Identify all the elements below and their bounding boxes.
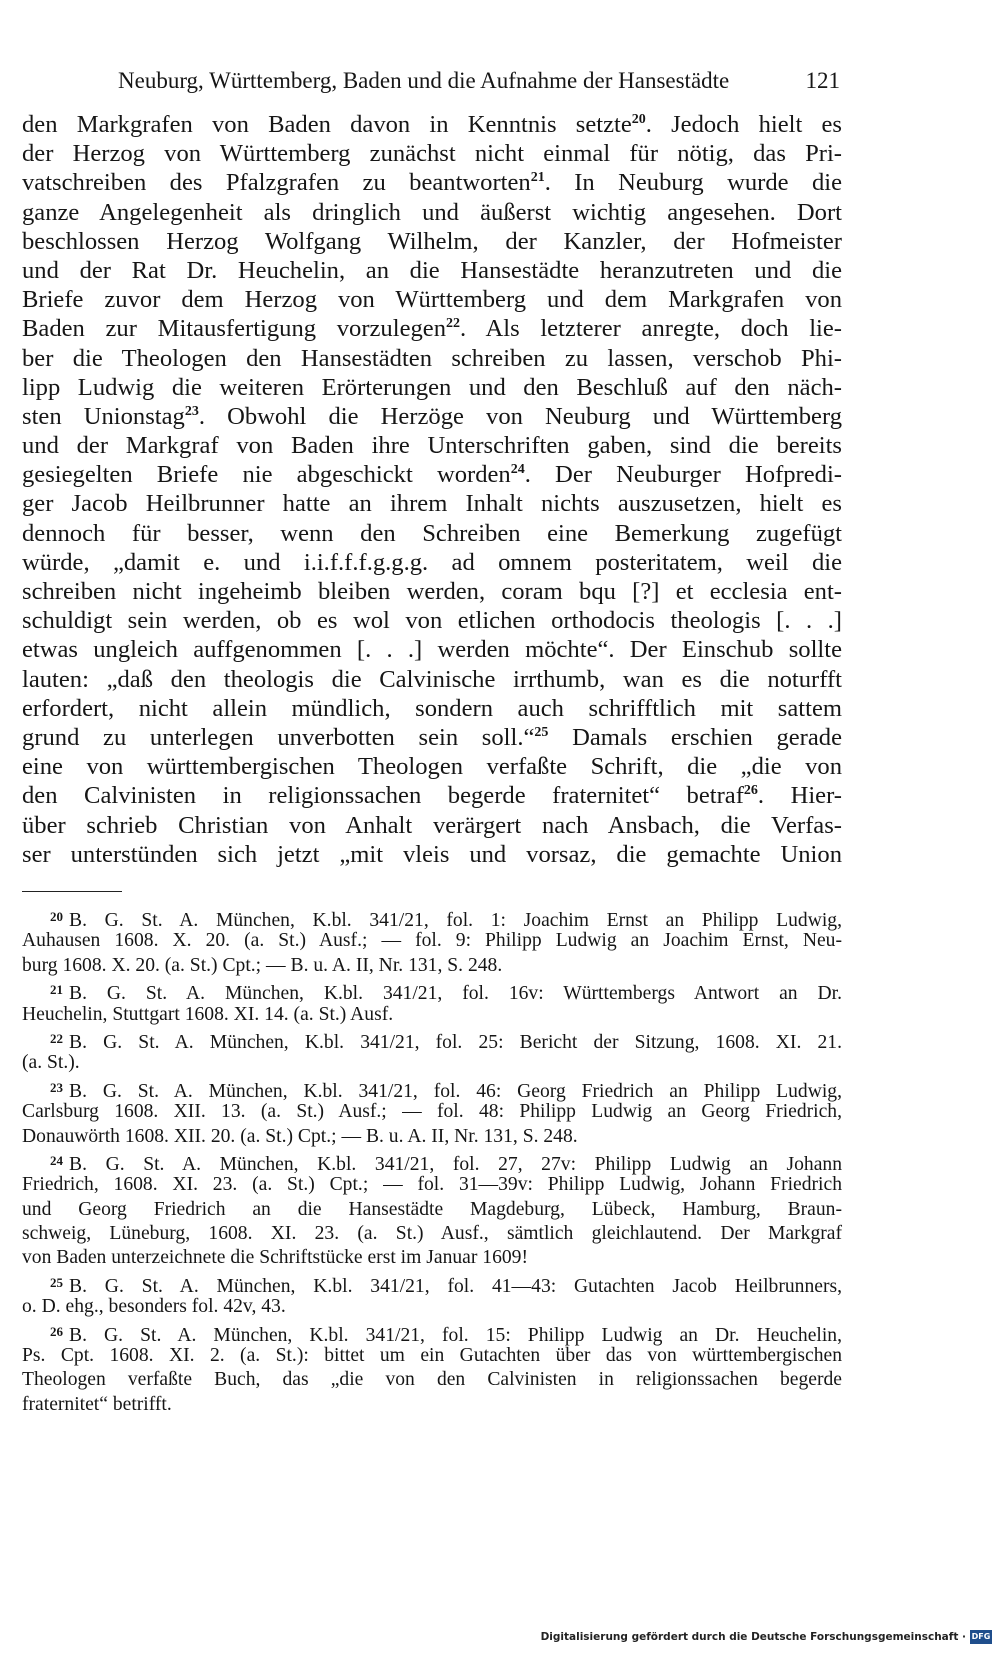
text-line [22, 431, 842, 460]
footnote-text: burg 1608. X. 20. (a. St.) Cpt.; — B. u. A. II, Nr. 131, S. 248. [22, 954, 503, 976]
text-segment: ganze Angelegenheit als dringlich und äußerst wichtig angesehen. Dort [22, 198, 842, 226]
footnote [22, 1027, 842, 1076]
text-line [22, 256, 842, 285]
footnote-text: B. G. St. A. München, K.bl. 341/21, fol. 27, 27v: Philipp Ludwig an Johann [69, 1153, 842, 1175]
text-segment: etwas ungleich auffgenommen [. . .] werden möchte“. Der Einschub sollte [22, 636, 842, 664]
text-line [22, 227, 842, 256]
text-segment: dennoch für besser, wenn den Schreiben eine Bemerkung zugefügt [22, 519, 842, 547]
text-segment: und der Markgraf von Baden ihre Unterschriften gaben, sind die bereits [22, 432, 842, 460]
footnote-line [22, 1125, 842, 1149]
text-segment: sten Unionstag [22, 402, 185, 430]
footnote-line [22, 1271, 842, 1295]
text-segment: . Hier- [757, 782, 842, 810]
footnote-number: 24 [50, 1152, 63, 1168]
text-line [22, 198, 842, 227]
text-line [22, 314, 842, 343]
text-line [22, 752, 842, 781]
text-segment: lauten: „daß den theologis die Calvinische irrthumb, wan es die noturfft [22, 665, 842, 693]
text-segment: . Als letzterer anregte, doch lie- [460, 315, 842, 343]
footnote-ref[interactable]: 22 [446, 316, 460, 332]
footnote-line [22, 1393, 842, 1417]
footnote-line [22, 1003, 842, 1027]
footnote-line [22, 1051, 842, 1075]
text-segment: beschlossen Herzog Wolfgang Wilhelm, der Kanzler, der Hofmeister [22, 227, 842, 255]
footnote-line [22, 1027, 842, 1051]
footnote-text: Donauwörth 1608. XII. 20. (a. St.) Cpt.; — B. u. A. II, Nr. 131, S. 248. [22, 1125, 578, 1147]
text-segment: . Obwohl die Herzöge von Neuburg und Württemberg [198, 402, 842, 430]
footnote-ref[interactable]: 24 [510, 462, 525, 478]
text-segment: und der Rat Dr. Heuchelin, an die Hansestädte heranzutreten und die [22, 256, 842, 284]
footnote-text: Friedrich, 1608. XI. 23. (a. St.) Cpt.; — fol. 31—39v: Philipp Ludwig, Johann Friedrich [22, 1174, 842, 1196]
footnote-number: 20 [50, 909, 63, 924]
footnote-line [22, 1368, 842, 1392]
dfg-logo: DFG [970, 1630, 992, 1644]
main-text [22, 110, 842, 869]
footnote-text: B. G. St. A. München, K.bl. 341/21, fol. 15: Philipp Ludwig an Dr. Heuchelin, [69, 1324, 842, 1346]
footnote-line [22, 1344, 842, 1368]
text-segment: über schrieb Christian von Anhalt verärgert nach Ansbach, die Verfas- [22, 811, 842, 839]
text-line [22, 606, 842, 635]
text-segment: Baden zur Mitausfertigung vorzulegen [22, 315, 446, 343]
footnote-text: B. G. St. A. München, K.bl. 341/21, fol. 1: Joachim Ernst an Philipp Ludwig, [69, 910, 842, 931]
text-line [22, 285, 842, 314]
text-line [22, 781, 842, 810]
text-segment: den Calvinisten in religionssachen begerde fraternitet“ betraf [22, 782, 744, 810]
footnote-number: 26 [50, 1323, 63, 1339]
footnote-text: B. G. St. A. München, K.bl. 341/21, fol. 41—43: Gutachten Jacob Heilbrunners, [69, 1275, 842, 1297]
footnote-number: 22 [50, 1030, 63, 1046]
footnote-rule [22, 891, 122, 892]
footnote-line [22, 1320, 842, 1344]
credit-text: Digitalisierung gefördert durch die Deutsche Forschungsgemeinschaft · [540, 1631, 966, 1643]
footnote-text: Theologen verfaßte Buch, das „die von den Calvinisten in religionssachen begerde [22, 1369, 842, 1391]
text-segment: der Herzog von Württemberg zunächst nicht einmal für nötig, das Pri- [22, 140, 842, 168]
text-segment: schuldigt sein werden, ob es wol von etlichen orthodocis theologis [. . .] [22, 607, 842, 635]
text-segment: Damals erschien gerade [548, 723, 842, 751]
text-line [22, 110, 842, 139]
running-title: Neuburg, Württemberg, Baden und die Aufnahme der Hansestädte [118, 68, 730, 93]
text-segment: eine von württembergischen Theologen verfaßte Schrift, die „die von [22, 753, 842, 781]
text-line [22, 519, 842, 548]
footnote-line [22, 1295, 842, 1319]
text-segment: ser unterstünden sich jetzt „mit vleis und vorsaz, die gemachte Union [22, 840, 842, 868]
text-segment: gesiegelten Briefe nie abgeschickt worden [22, 461, 511, 489]
footnote-ref[interactable]: 26 [743, 783, 758, 799]
text-segment: Briefe zuvor dem Herzog von Württemberg und dem Markgrafen von [22, 286, 842, 314]
footnote [22, 905, 842, 978]
footnote-text: von Baden unterzeichnete die Schriftstücke erst im Januar 1609! [22, 1247, 529, 1269]
text-line [22, 373, 842, 402]
footnote-line [22, 1100, 842, 1124]
text-line [22, 548, 842, 577]
footnote-line [22, 978, 842, 1005]
page-number: 121 [805, 68, 840, 93]
text-segment: . Jedoch hielt es [645, 111, 842, 138]
text-segment: . In Neuburg wurde die [544, 169, 842, 197]
footnote-line [22, 954, 842, 978]
text-line [22, 577, 842, 606]
footnote-text: o. D. ehg., besonders fol. 42v, 43. [22, 1296, 286, 1318]
text-line [22, 168, 842, 197]
text-line [22, 635, 842, 664]
footnote-line [22, 905, 842, 929]
footnote-text: B. G. St. A. München, K.bl. 341/21, fol. 16v: Württembergs Antwort an Dr. [69, 983, 842, 1005]
footnote-ref[interactable]: 23 [184, 403, 199, 419]
footnote-ref[interactable]: 20 [631, 112, 646, 127]
footnotes [22, 905, 842, 1417]
text-line [22, 402, 842, 431]
footnote-number: 23 [50, 1079, 63, 1095]
footnote-text: fraternitet“ betrifft. [22, 1393, 172, 1415]
text-line [22, 811, 842, 840]
footnote [22, 1271, 842, 1320]
footnote [22, 1320, 842, 1418]
footnote-line [22, 1173, 842, 1197]
text-line [22, 344, 842, 373]
footnote-text: Heuchelin, Stuttgart 1608. XI. 14. (a. St.) Ausf. [22, 1003, 394, 1025]
footnote-line [22, 1076, 842, 1100]
text-segment: ger Jacob Heilbrunner hatte an ihrem Inhalt nichts auszusetzen, hielt es [22, 490, 842, 518]
footnote-line [22, 929, 842, 953]
text-segment: grund zu unterlegen unverbotten sein soll.“ [22, 723, 535, 751]
footnote [22, 1149, 842, 1271]
text-segment: lipp Ludwig die weiteren Erörterungen und den Beschluß auf den näch- [22, 373, 842, 401]
text-line [22, 665, 842, 694]
footnote-text: (a. St.). [22, 1052, 80, 1074]
footnote-number: 25 [50, 1274, 63, 1290]
footnote-line [22, 1149, 842, 1173]
footnote-text: Auhausen 1608. X. 20. (a. St.) Ausf.; — fol. 9: Philipp Ludwig an Joachim Ernst, Neu- [22, 930, 842, 952]
footnote-text: Ps. Cpt. 1608. XI. 2. (a. St.): bittet um ein Gutachten über das von württembergischen [22, 1345, 842, 1367]
footnote-text: B. G. St. A. München, K.bl. 341/21, fol. 25: Bericht der Sitzung, 1608. XI. 21. [69, 1031, 842, 1053]
footnote [22, 1076, 842, 1149]
footnote [22, 978, 842, 1027]
text-line [22, 840, 842, 869]
text-line [22, 694, 842, 723]
digitization-credit [541, 1628, 992, 1646]
footnote-line [22, 1222, 842, 1246]
text-line [22, 489, 842, 518]
text-segment: erfordert, nicht allein mündlich, sondern auch schrifftlich mit sattem [22, 694, 842, 722]
running-header [118, 64, 840, 98]
text-segment: ber die Theologen den Hansestädten schreiben zu lassen, verschob Phi- [22, 344, 842, 372]
footnote-ref[interactable]: 25 [534, 724, 549, 740]
footnote-number: 21 [50, 982, 63, 998]
footnote-text: B. G. St. A. München, K.bl. 341/21, fol. 46: Georg Friedrich an Philipp Ludwig, [69, 1080, 842, 1102]
text-segment: den Markgrafen von Baden davon in Kenntnis setzte [22, 111, 632, 138]
footnote-line [22, 1246, 842, 1270]
text-segment: schreiben nicht ingeheimb bleiben werden, coram bqu [?] et ecclesia ent- [22, 578, 842, 605]
text-segment: vatschreiben des Pfalzgrafen zu beantworten [22, 169, 531, 197]
footnote-text: Carlsburg 1608. XII. 13. (a. St.) Ausf.; — fol. 48: Philipp Ludwig an Georg Friedrich, [22, 1101, 842, 1123]
text-line [22, 139, 842, 168]
text-line [22, 723, 842, 752]
text-segment: würde, „damit e. und i.i.f.f.f.g.g.g. ad omnem posteritatem, weil die [22, 548, 842, 576]
footnote-ref[interactable]: 21 [530, 170, 545, 186]
footnote-text: schweig, Lüneburg, 1608. XI. 23. (a. St.) Ausf., sämtlich gleichlautend. Der Markgraf [22, 1223, 842, 1245]
text-segment: . Der Neuburger Hofpredi- [524, 461, 842, 489]
text-line [22, 460, 842, 489]
footnote-line [22, 1198, 842, 1222]
footnote-text: und Georg Friedrich an die Hansestädte Magdeburg, Lübeck, Hamburg, Braun- [22, 1198, 842, 1220]
